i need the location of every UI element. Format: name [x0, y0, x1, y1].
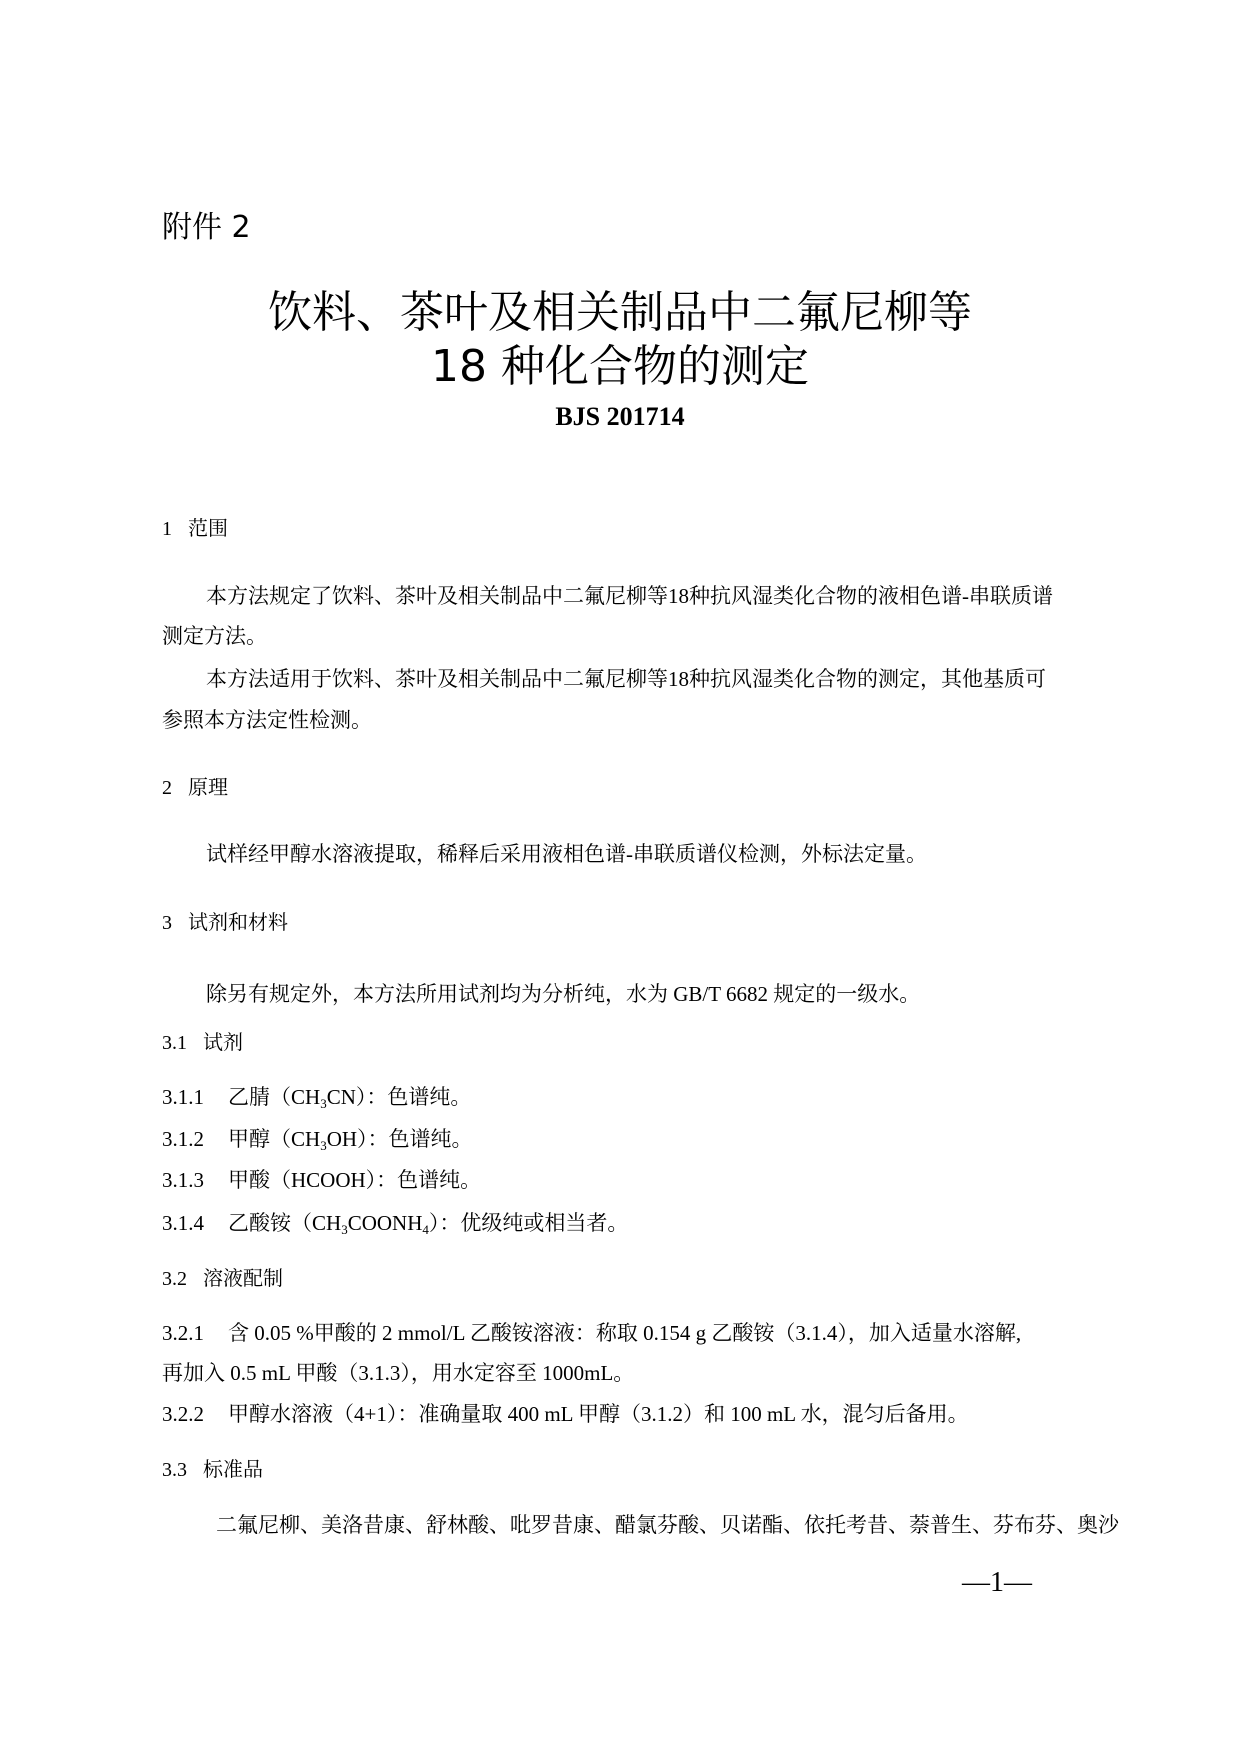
solution-item: [162, 1399, 969, 1429]
subscript: 4: [422, 1222, 429, 1237]
item-text: ）：优级纯或相当者。: [428, 1211, 629, 1235]
subscript: 3: [320, 1138, 327, 1153]
paragraph-line: 测定方法。: [162, 624, 267, 648]
item-number: 3.2.2: [162, 1402, 204, 1426]
section-heading-1: [162, 513, 228, 544]
section-title: 试剂和材料: [188, 910, 288, 934]
paragraph-line: 参照本方法定性检测。: [162, 708, 372, 732]
item-number: 3.1.1: [162, 1085, 204, 1109]
section-heading-3-3: [162, 1454, 263, 1485]
section-heading-2: [162, 772, 228, 803]
reagent-item: [162, 1165, 481, 1195]
reagent-item: [162, 1082, 471, 1119]
section-title: 试剂: [203, 1030, 243, 1054]
section-number: 1: [162, 518, 172, 540]
item-text: OH）：色谱纯。: [326, 1127, 473, 1151]
document-title-line1: 饮料、茶叶及相关制品中二氟尼柳等: [268, 287, 972, 338]
item-number: 3.1.4: [162, 1211, 204, 1235]
item-text: 甲醇水溶液（4+1）：准确量取 400 mL 甲醇（3.1.2）和 100 mL 水，混匀后备用。: [228, 1402, 969, 1426]
reagent-item: [162, 1124, 473, 1161]
section-title: 溶液配制: [203, 1266, 283, 1290]
subscript: 3: [320, 1096, 327, 1111]
section-title: 范围: [188, 516, 228, 540]
item-number: 3.1.2: [162, 1127, 204, 1151]
standard-code: BJS 201714: [555, 402, 685, 431]
paragraph-line: 本方法规定了饮料、茶叶及相关制品中二氟尼柳等18种抗风湿类化合物的液相色谱-串联质谱: [206, 584, 1053, 608]
item-text: CN）：色谱纯。: [326, 1085, 472, 1109]
section-number: 3.1: [162, 1032, 187, 1054]
section-heading-3-2: [162, 1263, 283, 1294]
paragraph-line: 试样经甲醇水溶液提取，稀释后采用液相色谱-串联质谱仪检测，外标法定量。: [206, 842, 927, 866]
item-text: 甲酸（HCOOH）：色谱纯。: [228, 1168, 482, 1192]
item-text: 乙腈（CH: [228, 1085, 321, 1109]
paragraph-line: 除另有规定外，本方法所用试剂均为分析纯，水为 GB/T 6682 规定的一级水。: [206, 982, 921, 1006]
item-number: 3.2.1: [162, 1321, 204, 1345]
item-text: 甲醇（CH: [228, 1127, 321, 1151]
item-text: COONH: [347, 1211, 423, 1235]
item-number: 3.1.3: [162, 1168, 204, 1192]
page-number: —1—: [962, 1567, 1032, 1598]
paragraph-line: 本方法适用于饮料、茶叶及相关制品中二氟尼柳等18种抗风湿类化合物的测定，其他基质可: [206, 667, 1046, 691]
subscript: 3: [341, 1222, 348, 1237]
solution-item: [162, 1318, 1021, 1348]
section-number: 3: [162, 912, 172, 934]
reagent-item: [162, 1208, 628, 1245]
section-title: 标准品: [203, 1457, 263, 1481]
item-text: 含 0.05 %甲酸的 2 mmol/L 乙酸铵溶液：称取 0.154 g 乙酸铵（3.1.4），加入适量水溶解,: [228, 1321, 1022, 1345]
section-heading-3-1: [162, 1027, 243, 1058]
paragraph-line: 再加入 0.5 mL 甲酸（3.1.3），用水定容至 1000mL。: [162, 1361, 635, 1385]
section-number: 3.3: [162, 1459, 187, 1481]
paragraph-line: 二氟尼柳、美洛昔康、舒林酸、吡罗昔康、醋氯芬酸、贝诺酯、依托考昔、萘普生、芬布芬、奥沙: [216, 1513, 1119, 1537]
section-number: 2: [162, 777, 172, 799]
section-heading-3: [162, 907, 288, 938]
section-number: 3.2: [162, 1268, 187, 1290]
attachment-label: 附件 2: [162, 210, 251, 245]
section-title: 原理: [188, 775, 228, 799]
document-title-line2: 18 种化合物的测定: [431, 341, 809, 392]
item-text: 乙酸铵（CH: [228, 1211, 342, 1235]
